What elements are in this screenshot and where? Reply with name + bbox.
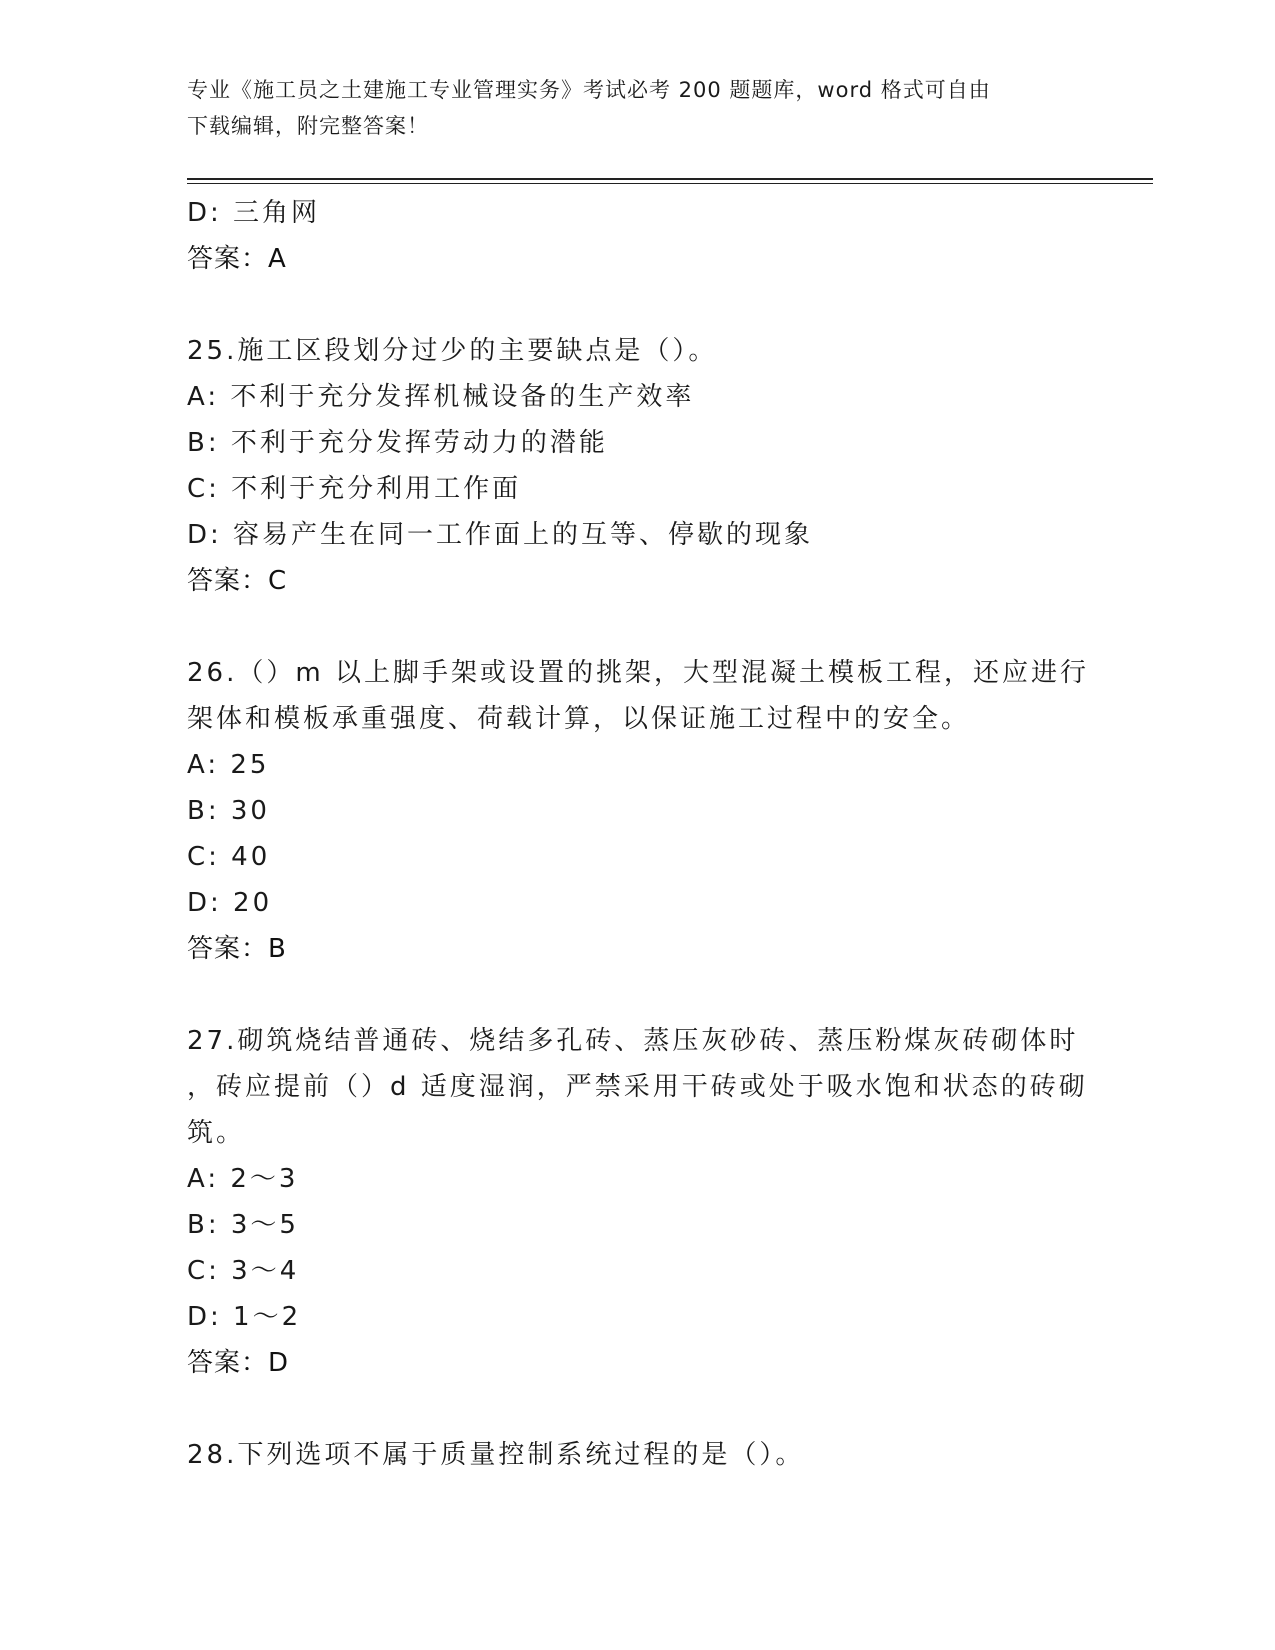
question-block-27 [187, 1018, 1087, 1386]
option-d: D: 20 [187, 888, 273, 918]
question-stem-line-1: 27.砌筑烧结普通砖、烧结多孔砖、蒸压灰砂砖、蒸压粉煤灰砖砌体时 [187, 1026, 1079, 1056]
question-stem-line-2: 架体和模板承重强度、荷载计算，以保证施工过程中的安全。 [187, 704, 971, 734]
question-block-26 [187, 650, 1087, 972]
spacer [187, 1386, 1087, 1432]
option-c: C: 3～4 [187, 1256, 300, 1286]
option-b: B: 30 [187, 796, 270, 826]
option-d: D: 1～2 [187, 1302, 302, 1332]
option-b: B: 3～5 [187, 1210, 299, 1240]
document-body [187, 190, 1087, 1478]
option-b: B: 不利于充分发挥劳动力的潜能 [187, 428, 608, 458]
option-c: C: 不利于充分利用工作面 [187, 474, 522, 504]
answer: 答案：B [187, 934, 287, 964]
document-header [187, 72, 1077, 144]
option-d: D: 容易产生在同一工作面上的互等、停歇的现象 [187, 520, 814, 550]
answer: 答案：C [187, 566, 288, 596]
header-divider-thin [187, 183, 1153, 184]
question-block-28 [187, 1432, 1087, 1478]
header-title-line-1: 专业《施工员之土建施工专业管理实务》考试必考 200 题题库，word 格式可自由 [187, 78, 991, 102]
header-title-line-2: 下载编辑，附完整答案！ [187, 114, 429, 138]
question-stem-line-3: 筑。 [187, 1118, 246, 1148]
question-stem-line-2: ，砖应提前（）d 适度湿润，严禁采用干砖或处于吸水饱和状态的砖砌 [187, 1072, 1088, 1102]
question-block-25 [187, 328, 1087, 604]
answer: 答案：A [187, 244, 287, 274]
spacer [187, 282, 1087, 328]
option-a: A: 2～3 [187, 1164, 299, 1194]
answer: 答案：D [187, 1348, 290, 1378]
question-block-previous [187, 190, 1087, 282]
option-d: D: 三角网 [187, 198, 321, 228]
question-stem: 28.下列选项不属于质量控制系统过程的是（）。 [187, 1440, 805, 1470]
option-c: C: 40 [187, 842, 271, 872]
spacer [187, 972, 1087, 1018]
question-stem: 25.施工区段划分过少的主要缺点是（）。 [187, 336, 718, 366]
header-divider-thick [187, 178, 1153, 180]
option-a: A: 不利于充分发挥机械设备的生产效率 [187, 382, 695, 412]
spacer [187, 604, 1087, 650]
question-stem-line-1: 26.（）m 以上脚手架或设置的挑架，大型混凝土模板工程，还应进行 [187, 658, 1089, 688]
option-a: A: 25 [187, 750, 270, 780]
